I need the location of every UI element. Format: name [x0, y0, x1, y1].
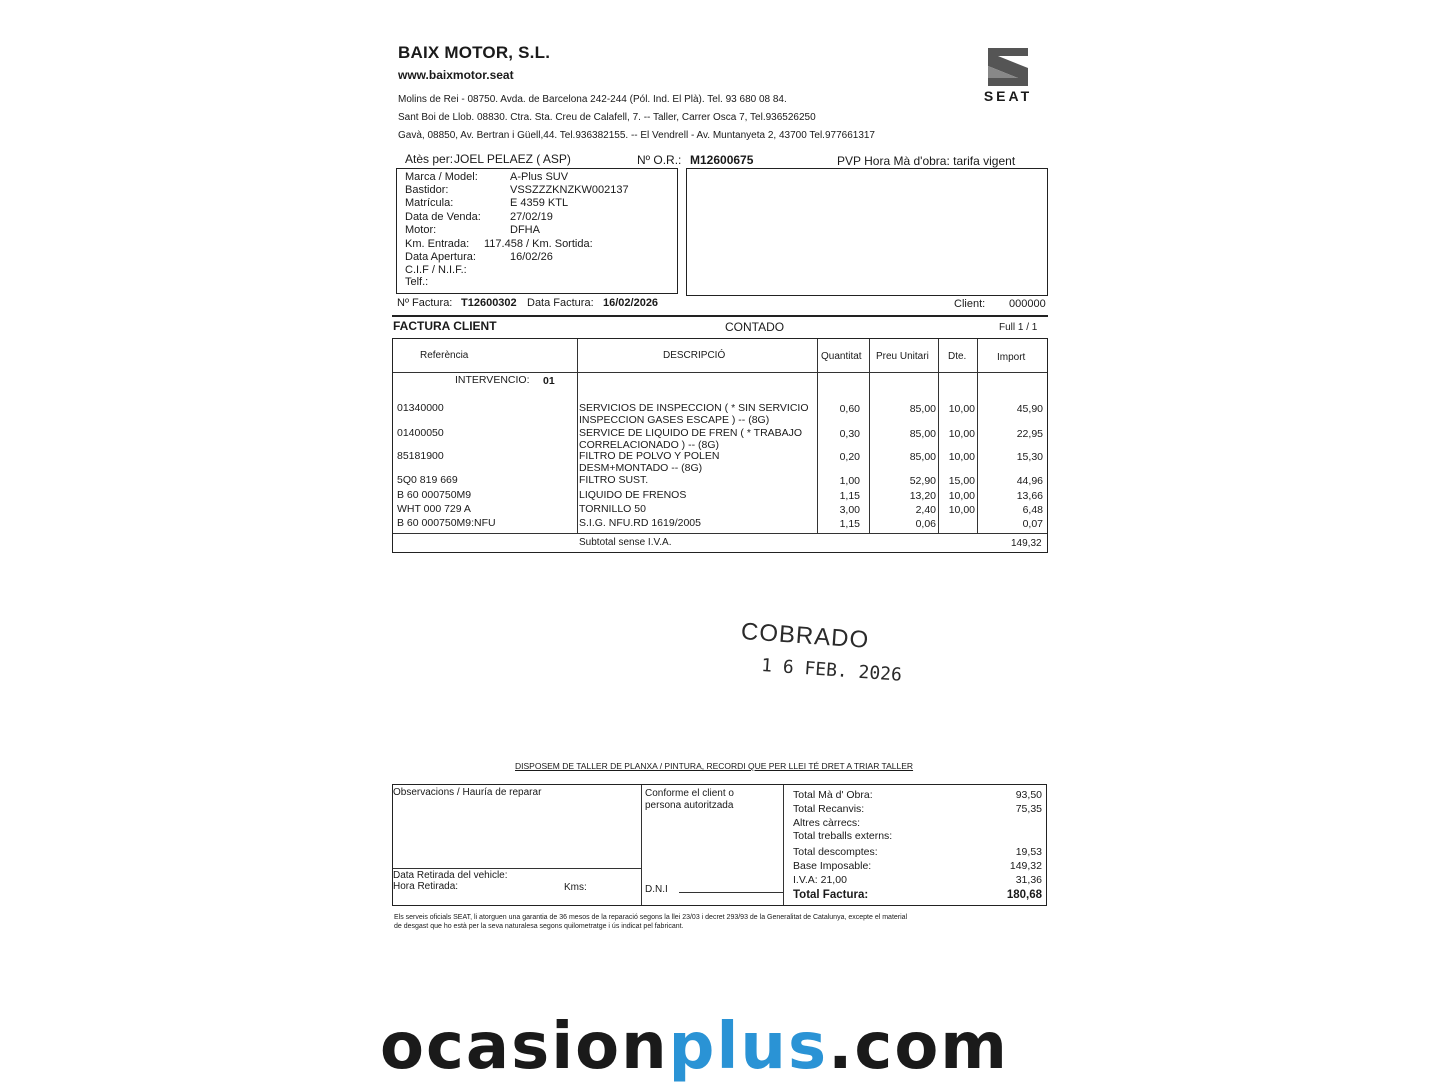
col-divider — [577, 339, 578, 533]
row-amount: 22,95 — [1016, 428, 1043, 440]
row-qty: 1,15 — [839, 518, 860, 530]
invoice-number-label: Nº Factura: — [397, 297, 453, 309]
brand-part-1: ocasion — [380, 1010, 669, 1084]
page-number: Full 1 / 1 — [999, 322, 1038, 333]
brand-part-3: .com — [828, 1010, 1009, 1084]
conforme-line-1: Conforme el client o — [645, 788, 734, 799]
row-desc-cont: DESM+MONTADO -- (8G) — [579, 462, 703, 474]
legal-line-1: Els serveis oficials SEAT, li atorguen una garantia de 36 mesos de la reparació segons la llei 23/03 i decret 293/93 de la Generalitat de Catalunya, excepte el material — [394, 914, 908, 921]
total-label: Total descomptes: — [793, 846, 878, 858]
row-amount: 13,66 — [1016, 490, 1043, 502]
footer-divider — [783, 785, 784, 905]
row-qty: 0,30 — [839, 428, 860, 440]
row-desc: TORNILLO 50 — [579, 503, 646, 515]
total-value: 31,36 — [1015, 874, 1042, 886]
col-header-import: Import — [997, 352, 1026, 363]
address-line-2: Sant Boi de Llob. 08830. Ctra. Sta. Creu de Calafell, 7. -- Taller, Carrer Osca 7, Tel.936526250 — [398, 112, 816, 123]
row-desc: S.I.G. NFU.RD 1619/2005 — [579, 517, 701, 529]
attended-value: JOEL PELAEZ ( ASP) — [454, 152, 571, 166]
paid-stamp-date: 1 6 FEB. 2026 — [760, 655, 903, 686]
vehicle-label: Motor: — [405, 224, 437, 236]
row-ref: B 60 000750M9 — [397, 489, 472, 501]
row-ref: 01400050 — [397, 427, 444, 439]
invoice-date-value: 16/02/2026 — [603, 297, 659, 309]
subtotal-value: 149,32 — [1011, 538, 1042, 549]
company-website: www.baixmotor.seat — [398, 68, 514, 82]
footer-hline — [393, 868, 641, 869]
total-value: 180,68 — [1006, 889, 1042, 901]
row-qty: 0,60 — [839, 403, 860, 415]
or-value: M12600675 — [690, 153, 754, 167]
total-label: Base Imposable: — [793, 860, 872, 872]
row-desc-cont: CORRELACIONADO ) -- (8G) — [579, 439, 720, 451]
subtotal-label: Subtotal sense I.V.A. — [579, 537, 672, 548]
row-price: 2,40 — [915, 504, 936, 516]
intervention-value: 01 — [543, 375, 555, 387]
dni-label: D.N.I — [645, 884, 668, 895]
row-dte: 10,00 — [948, 504, 975, 516]
vehicle-label: Bastidor: — [405, 184, 449, 196]
total-label: Altres càrrecs: — [793, 817, 861, 829]
vehicle-value: 16/02/26 — [510, 251, 553, 263]
row-amount: 15,30 — [1016, 451, 1043, 463]
vehicle-label: Marca / Model: — [405, 171, 478, 183]
or-label: Nº O.R.: — [637, 153, 682, 167]
workshop-notice: DISPOSEM DE TALLER DE PLANXA / PINTURA, RECORDI QUE PER LLEI TÉ DRET A TRIAR TALLER — [515, 761, 914, 771]
col-header-price: Preu Unitari — [876, 351, 929, 362]
row-ref: 5Q0 819 669 — [397, 474, 458, 486]
ocasionplus-watermark — [380, 1010, 1009, 1084]
row-dte: 10,00 — [948, 451, 975, 463]
total-label: Total treballs externs: — [793, 830, 893, 842]
row-desc: FILTRO SUST. — [579, 474, 649, 486]
table-subtotal-divider — [393, 533, 1047, 534]
paid-stamp: COBRADO — [740, 618, 871, 654]
vehicle-label: Matrícula: — [405, 197, 454, 209]
address-line-3: Gavà, 08850, Av. Bertran i Güell,44. Tel.936382155. -- El Vendrell - Av. Muntanyeta 2, 43700 Tel.977661317 — [398, 130, 875, 141]
payment-method: CONTADO — [725, 320, 785, 334]
pickup-time-label: Hora Retirada: — [393, 881, 459, 892]
row-price: 85,00 — [909, 403, 936, 415]
legal-line-2: de desgast que ho està per la seva naturalesa segons quilometratge i ús indicat pel fabricant. — [394, 923, 684, 930]
row-ref: WHT 000 729 A — [397, 503, 471, 515]
row-dte: 10,00 — [948, 428, 975, 440]
vehicle-value: 27/02/19 — [510, 211, 553, 223]
client-value: 000000 — [1009, 298, 1046, 310]
total-value: 93,50 — [1015, 789, 1042, 801]
company-name: BAIX MOTOR, S.L. — [398, 43, 551, 62]
row-ref: 85181900 — [397, 450, 444, 462]
invoice-title: FACTURA CLIENT — [393, 319, 497, 333]
pickup-date-label: Data Retirada del vehicle: — [393, 870, 508, 881]
conforme-line-2: persona autoritzada — [645, 800, 734, 811]
row-desc: SERVICE DE LIQUIDO DE FREN ( * TRABAJO — [579, 427, 803, 439]
row-price: 85,00 — [909, 428, 936, 440]
row-dte: 10,00 — [948, 403, 975, 415]
divider — [392, 315, 1048, 317]
col-header-qty: Quantitat — [821, 351, 862, 362]
row-ref: B 60 000750M9:NFU — [397, 517, 496, 529]
total-label: Total Factura: — [793, 889, 869, 901]
vehicle-value: VSSZZZKNZKW002137 — [510, 184, 629, 196]
row-price: 85,00 — [909, 451, 936, 463]
row-desc: SERVICIOS DE INSPECCION ( * SIN SERVICIO — [579, 402, 809, 414]
row-amount: 45,90 — [1016, 403, 1043, 415]
footer-divider — [641, 785, 642, 905]
table-header-divider — [393, 372, 1047, 373]
total-value: 149,32 — [1009, 860, 1042, 872]
invoice-date-label: Data Factura: — [527, 297, 594, 309]
row-qty: 3,00 — [839, 504, 860, 516]
invoice-number-value: T12600302 — [461, 297, 517, 309]
notes-box — [686, 168, 1048, 296]
vehicle-value: DFHA — [510, 224, 540, 236]
row-dte: 15,00 — [948, 475, 975, 487]
total-label: Total Mà d' Obra: — [793, 789, 873, 801]
client-label: Client: — [954, 298, 986, 310]
row-amount: 0,07 — [1022, 518, 1043, 530]
pvp-text: PVP Hora Mà d'obra: tarifa vigent — [837, 154, 1016, 168]
observations-label: Observacions / Hauría de reparar — [393, 787, 542, 798]
vehicle-label: Telf.: — [405, 276, 429, 288]
vehicle-label: Km. Entrada: — [405, 238, 470, 250]
col-header-dte: Dte. — [948, 351, 967, 362]
row-price: 52,90 — [909, 475, 936, 487]
row-price: 13,20 — [909, 490, 936, 502]
total-label: I.V.A: 21,00 — [793, 874, 847, 886]
dni-line — [679, 892, 783, 893]
total-value: 75,35 — [1015, 803, 1042, 815]
row-amount: 44,96 — [1016, 475, 1043, 487]
kms-label: Kms: — [564, 882, 587, 893]
row-price: 0,06 — [915, 518, 936, 530]
total-value: 19,53 — [1015, 846, 1042, 858]
col-header-desc: DESCRIPCIÓ — [663, 350, 726, 361]
row-qty: 1,15 — [839, 490, 860, 502]
address-line-1: Molins de Rei - 08750. Avda. de Barcelona 242-244 (Pól. Ind. El Plà). Tel. 93 680 08 84. — [398, 94, 787, 105]
attended-label: Atès per: — [405, 152, 454, 166]
total-label: Total Recanvis: — [793, 803, 865, 815]
seat-wordmark: SEAT — [983, 88, 1033, 104]
row-ref: 01340000 — [397, 402, 444, 414]
vehicle-value: E 4359 KTL — [510, 197, 569, 209]
row-qty: 0,20 — [839, 451, 860, 463]
vehicle-label: Data Apertura: — [405, 251, 476, 263]
row-amount: 6,48 — [1022, 504, 1043, 516]
vehicle-value: A-Plus SUV — [510, 171, 569, 183]
vehicle-value: 117.458 / Km. Sortida: — [484, 238, 593, 250]
row-desc: LIQUIDO DE FRENOS — [579, 489, 687, 501]
row-desc-cont: INSPECCION GASES ESCAPE ) -- (8G) — [579, 414, 770, 426]
row-dte: 10,00 — [948, 490, 975, 502]
intervention-label: INTERVENCIO: — [455, 374, 530, 386]
row-qty: 1,00 — [839, 475, 860, 487]
row-desc: FILTRO DE POLVO Y POLEN — [579, 450, 720, 462]
vehicle-label: C.I.F / N.I.F.: — [405, 264, 467, 276]
col-header-ref: Referència — [420, 350, 469, 361]
vehicle-label: Data de Venda: — [405, 211, 481, 223]
brand-part-2: plus — [668, 1010, 829, 1084]
